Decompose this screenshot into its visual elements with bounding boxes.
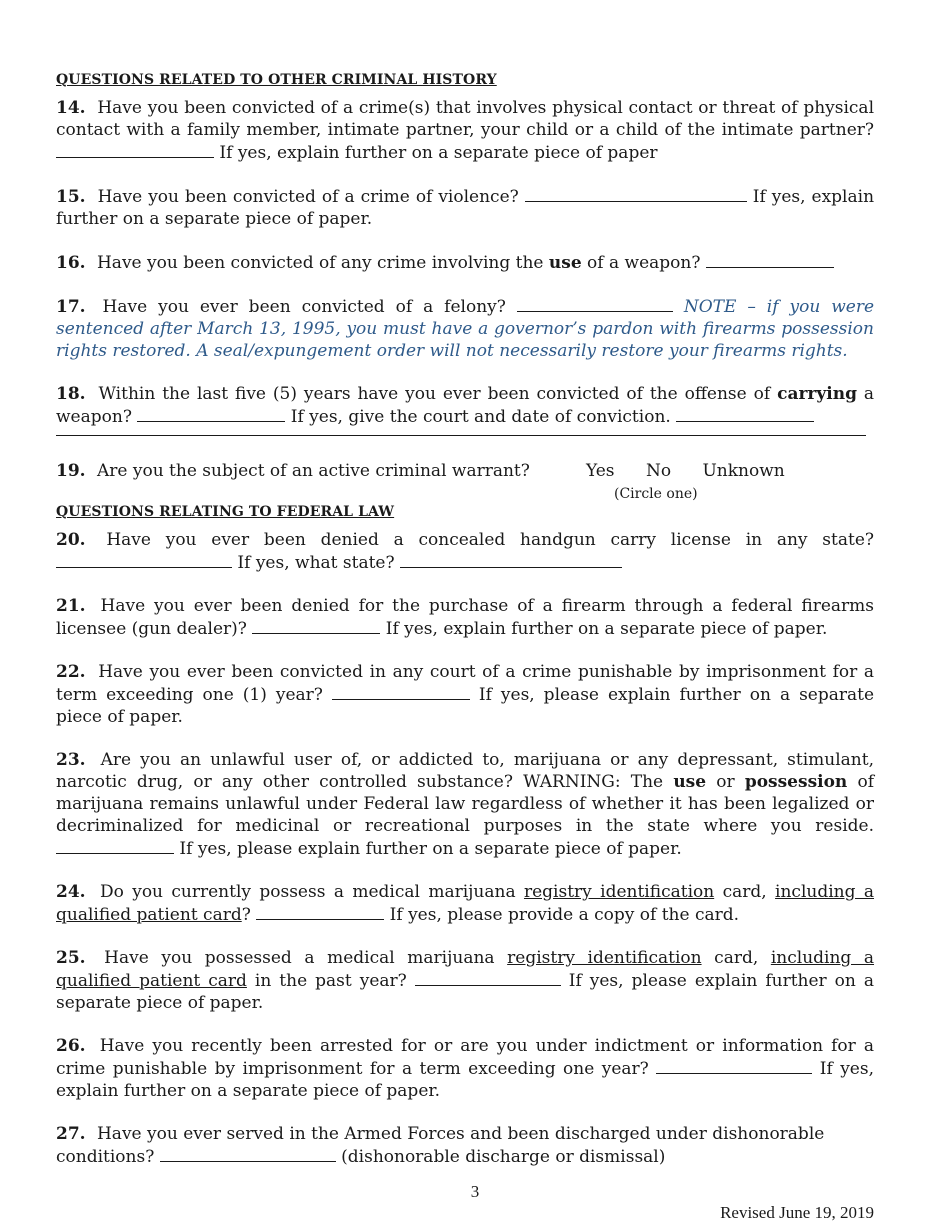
underlined-term: registry identification (523, 882, 715, 902)
option-yes[interactable]: Yes (586, 461, 615, 481)
question-number: 25. (56, 948, 86, 968)
question-number: 19. (56, 461, 86, 481)
option-no[interactable]: No (645, 461, 672, 481)
answer-blank-17[interactable] (517, 295, 673, 312)
question-followup: If yes, explain further on a separate piece of paper. (56, 187, 875, 229)
section-heading-criminal-history: QUESTIONS RELATED TO OTHER CRIMINAL HISTORY (56, 72, 497, 88)
question-number: 14. (56, 98, 86, 118)
question-emphasis: carrying (777, 384, 857, 404)
answer-blank-25[interactable] (415, 969, 561, 986)
question-text: of a weapon? (587, 253, 701, 273)
question-19 (56, 460, 874, 504)
question-followup: If yes, explain further on a separate piece of paper. (56, 1059, 874, 1101)
question-text: Are you the subject of an active criminal warrant? (96, 461, 530, 481)
question-26 (56, 1035, 874, 1102)
question-text: Have you been convicted of a crime of violence? (97, 187, 519, 207)
state-blank[interactable] (400, 551, 622, 568)
answer-blank-27[interactable] (160, 1145, 336, 1162)
question-number: 21. (56, 596, 86, 616)
question-22 (56, 661, 874, 728)
question-text: ? (241, 905, 251, 925)
question-number: 24. (56, 882, 86, 902)
circle-hint: (Circle one) (614, 486, 698, 502)
question-20 (56, 529, 874, 574)
answer-blank-21[interactable] (252, 617, 380, 634)
question-followup: If yes, give the court and date of conviction. (290, 407, 671, 427)
revision-date: Revised June 19, 2019 (720, 1203, 874, 1222)
question-27 (56, 1123, 874, 1168)
question-23 (56, 749, 874, 860)
question-number: 17. (56, 297, 86, 317)
question-16 (56, 251, 874, 274)
question-number: 16. (56, 253, 86, 273)
question-followup: If yes, explain further on a separate piece of paper. (385, 619, 828, 639)
question-text: a weapon? (56, 384, 875, 427)
question-18 (56, 383, 874, 428)
underlined-term: registry identification (507, 948, 702, 968)
question-text: or (716, 772, 735, 792)
question-text: Within the last five (5) years have you ever been convicted of the offense of (98, 384, 771, 404)
answer-blank-15[interactable] (525, 185, 747, 202)
answer-blank-20[interactable] (56, 551, 232, 568)
question-emphasis: use (673, 772, 707, 792)
question-text: in the past year? (254, 971, 407, 991)
question-followup: If yes, please explain further on a separate piece of paper. (179, 839, 682, 859)
answer-line-18[interactable] (56, 434, 866, 436)
question-number: 22. (56, 662, 86, 682)
question-text: Do you currently possess a medical marijuana (99, 882, 516, 902)
question-text: Have you been convicted of a crime(s) that involves physical contact or threat of physical contact with a family member, intimate partner, your child or a child of the intimate partner? (56, 98, 875, 140)
page-number: 3 (470, 1182, 480, 1201)
question-followup: If yes, explain further on a separate piece of paper (219, 143, 658, 163)
answer-blank-26[interactable] (656, 1057, 812, 1074)
question-text: Have you ever been convicted of a felony? (102, 297, 506, 317)
question-14 (56, 97, 874, 164)
question-text: Have you possessed a medical marijuana (104, 948, 495, 968)
question-number: 18. (56, 384, 86, 404)
question-followup: If yes, please explain further on a separate piece of paper. (56, 971, 874, 1013)
option-unknown[interactable]: Unknown (702, 461, 785, 481)
question-followup: If yes, please provide a copy of the card. (389, 905, 740, 925)
question-text: Have you ever been convicted in any court of a crime punishable by imprisonment for a term exceeding one (1) year? (56, 662, 874, 705)
question-emphasis: possession (744, 772, 848, 792)
question-text: Have you ever been denied a concealed handgun carry license in any state? (106, 530, 874, 550)
question-number: 20. (56, 530, 86, 550)
question-text: of marijuana remains unlawful under Federal law regardless of whether it has been legalized or decriminalized for medicinal or recreational purposes in the state where you reside. (56, 772, 875, 836)
question-number: 26. (56, 1036, 86, 1056)
answer-blank-18[interactable] (137, 405, 285, 422)
question-15 (56, 185, 874, 230)
question-number: 15. (56, 187, 86, 207)
question-17 (56, 295, 874, 362)
form-page (56, 72, 874, 1189)
circle-options (586, 460, 811, 482)
question-followup: If yes, what state? (237, 553, 395, 573)
question-text: Have you been convicted of any crime involving the (96, 253, 544, 273)
answer-blank-22[interactable] (332, 683, 470, 700)
question-followup: (dishonorable discharge or dismissal) (341, 1147, 666, 1167)
answer-blank-16[interactable] (706, 251, 834, 268)
question-number: 27. (56, 1124, 86, 1144)
underlined-term: including a qualified patient card (56, 882, 875, 925)
question-text: Are you an unlawful user of, or addicted to, marijuana or any depressant, stimulant, narcotic drug, or any other controlled substance? WARNING: The (56, 750, 874, 792)
question-text: Have you ever been denied for the purchase of a firearm through a federal firearms licensee (gun dealer)? (56, 596, 874, 639)
question-text: Have you recently been arrested for or are you under indictment or information for a crime punishable by imprisonment for a term exceeding one year? (56, 1036, 875, 1079)
question-text: Have you ever served in the Armed Forces and been discharged under dishonorable conditions? (56, 1124, 825, 1167)
answer-blank-23[interactable] (56, 837, 174, 854)
question-25 (56, 947, 874, 1014)
question-emphasis: use (548, 253, 582, 273)
question-text: card, (722, 882, 767, 902)
question-24 (56, 881, 874, 926)
answer-blank-24[interactable] (256, 903, 384, 920)
question-number: 23. (56, 750, 86, 770)
court-date-blank[interactable] (676, 405, 814, 422)
answer-blank-14[interactable] (56, 141, 214, 158)
section-heading-federal-law: QUESTIONS RELATING TO FEDERAL LAW (56, 504, 395, 520)
question-text: card, (714, 948, 759, 968)
underlined-term: including a qualified patient card (56, 948, 875, 991)
question-followup: If yes, please explain further on a separate piece of paper. (56, 685, 875, 727)
firearms-note: NOTE – if you were sentenced after March 13, 1995, you must have a governor’s pardon with firearms possession rights restored. A seal/expungement order will not necessarily restore your firearms rights. (56, 297, 875, 361)
question-21 (56, 595, 874, 640)
